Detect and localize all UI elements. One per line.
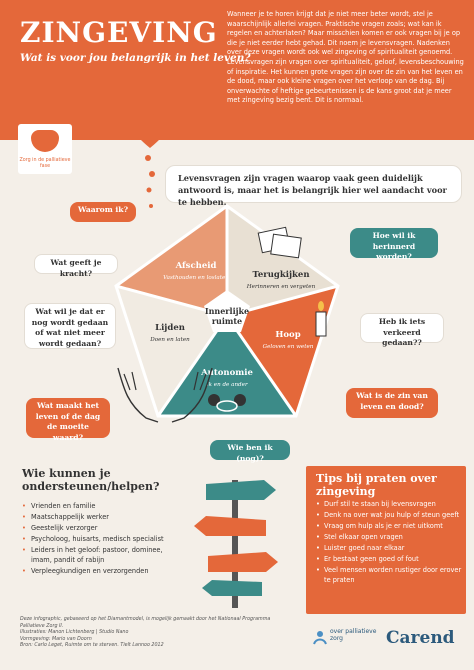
autonomie-title: Autonomie: [201, 368, 253, 378]
heart-icon: [128, 110, 172, 150]
autonomie-sub: Ik en de ander: [206, 382, 248, 388]
bubble-verkeerd: Heb ik iets verkeerd gedaan??: [360, 313, 444, 343]
heart-hands-icon: [31, 130, 59, 152]
bubble-kracht: Wat geeft je kracht?: [34, 254, 118, 274]
terugkijken-title: Terugkijken: [252, 270, 310, 280]
intro-text: Wanneer je te horen krijgt dat je niet meer beter wordt, stel je waarschijnlijk allerlei vragen. Praktische vragen zoals; wat kan ik regelen en achterlaten? Maar misschien komen er ook vragen bij je op die je niet eerder hebt gehad. Dit noem je levensvragen. Nadenken over deze vragen wordt ook wel zingeving of spiritualiteit genoemd. Levensvragen zijn vragen over spiritualiteit, geloof, levensbeschouwing of inspiratie. Het kunnen grote vragen zijn over de zin van het leven en de dood, maar ook kleine vragen over het verloop van de dag. Bij onverwachte of heftige gebeurtenissen is de kans groot dat je meer met zingeving bezig bent. Dit is normaal.: [227, 10, 464, 105]
list-item: • Leiders in het geloof: pastoor, dominee, imam, pandit of rabijn: [22, 546, 172, 565]
terugkijken-sub: Herinneren en vergeten: [246, 284, 316, 290]
center-label: Innerlijke: [204, 306, 250, 316]
question-box: [165, 165, 462, 207]
list-item: • Er bestaat geen goed of fout: [316, 555, 464, 565]
hoop-title: Hoop: [275, 330, 301, 340]
list-item: • Vraag om hulp als je er niet uitkomt: [316, 522, 464, 532]
bubble-wie: Wie ben ik (nog)?: [210, 440, 290, 460]
logo-caption: Zorg in de palliatieve fase: [19, 158, 71, 169]
afscheid-title: Afscheid: [175, 261, 217, 271]
footer-line: Bron: Carlo Leget, Ruimte om te sterven. Tielt Lannoo 2012: [20, 643, 164, 649]
page-subtitle: Wat is voor jou belangrijk in het leven?: [20, 52, 251, 64]
list-item: • Denk na over wat jou hulp of steun geeft: [316, 511, 464, 521]
tips-list: [316, 500, 464, 586]
list-item: • Luister goed naar elkaar: [316, 544, 464, 554]
open-hands-icon: [110, 360, 220, 430]
palliative-care-logo: [18, 124, 72, 174]
list-item: • Verpleegkundigen en verzorgenden: [22, 567, 172, 577]
bubble-herinnerd: Hoe wil ik herinnerd worden?: [350, 228, 438, 258]
page-title: ZINGEVING: [20, 16, 218, 49]
footer-line: Illustraties: Manon Lichtenberg | Studio Nano: [20, 630, 129, 636]
svg-text:ruimte: ruimte: [211, 316, 243, 326]
bubble-gedaan: Wat wil je dat er nog wordt gedaan of wat niet meer wordt gedaan?: [24, 303, 116, 349]
list-item: • Psycholoog, huisarts, medisch specialist: [22, 535, 172, 545]
list-item: • Vrienden en familie: [22, 502, 172, 512]
header-banner: [0, 0, 474, 140]
footer-line: Vormgeving: Mario van Doorn: [20, 636, 92, 642]
bubble-waarom: Waarom ik?: [70, 202, 136, 222]
support-title: Wie kunnen je ondersteunen/helpen?: [22, 467, 160, 493]
logo1-text: over palliatieve zorg: [330, 628, 377, 642]
lijden-title: Lijden: [155, 323, 185, 333]
list-item: • Durf stil te staan bij levensvragen: [316, 500, 464, 510]
bubble-zin: Wat is de zin van leven en dood?: [346, 388, 438, 418]
support-list: [22, 502, 172, 578]
carend-logo[interactable]: Carend: [386, 628, 455, 648]
list-item: • Geestelijk verzorger: [22, 524, 172, 534]
question-text: Levensvragen zijn vragen waarop vaak geen duidelijk antwoord is, maar het is belangrijk hier wel aandacht voor te hebben.: [178, 173, 447, 207]
footer-credits: [20, 617, 280, 650]
list-item: • Maatschappelijk werker: [22, 513, 172, 523]
people-icon: [312, 630, 328, 646]
lijden-sub: Doen en laten: [150, 337, 190, 343]
signpost-icon: [186, 470, 286, 610]
hoop-sub: Geloven en weten: [262, 344, 314, 350]
tips-box: [306, 466, 466, 614]
over-palliatieve-zorg-logo[interactable]: [312, 626, 382, 654]
list-item: • Stel elkaar open vragen: [316, 533, 464, 543]
afscheid-sub: Vasthouden en loslaten: [163, 275, 229, 281]
footer-line: Deze infographic, gebaseerd op het Diamantmodel, is mogelijk gemaakt door het Nationaal Programma Palliatieve Zorg II.: [20, 617, 271, 629]
bubble-waard: Wat maakt het leven of de dag de moeite waard?: [26, 398, 110, 438]
list-item: • Veel mensen worden rustiger door erover te praten: [316, 566, 464, 585]
tips-title: Tips bij praten over zingeving: [316, 472, 437, 498]
